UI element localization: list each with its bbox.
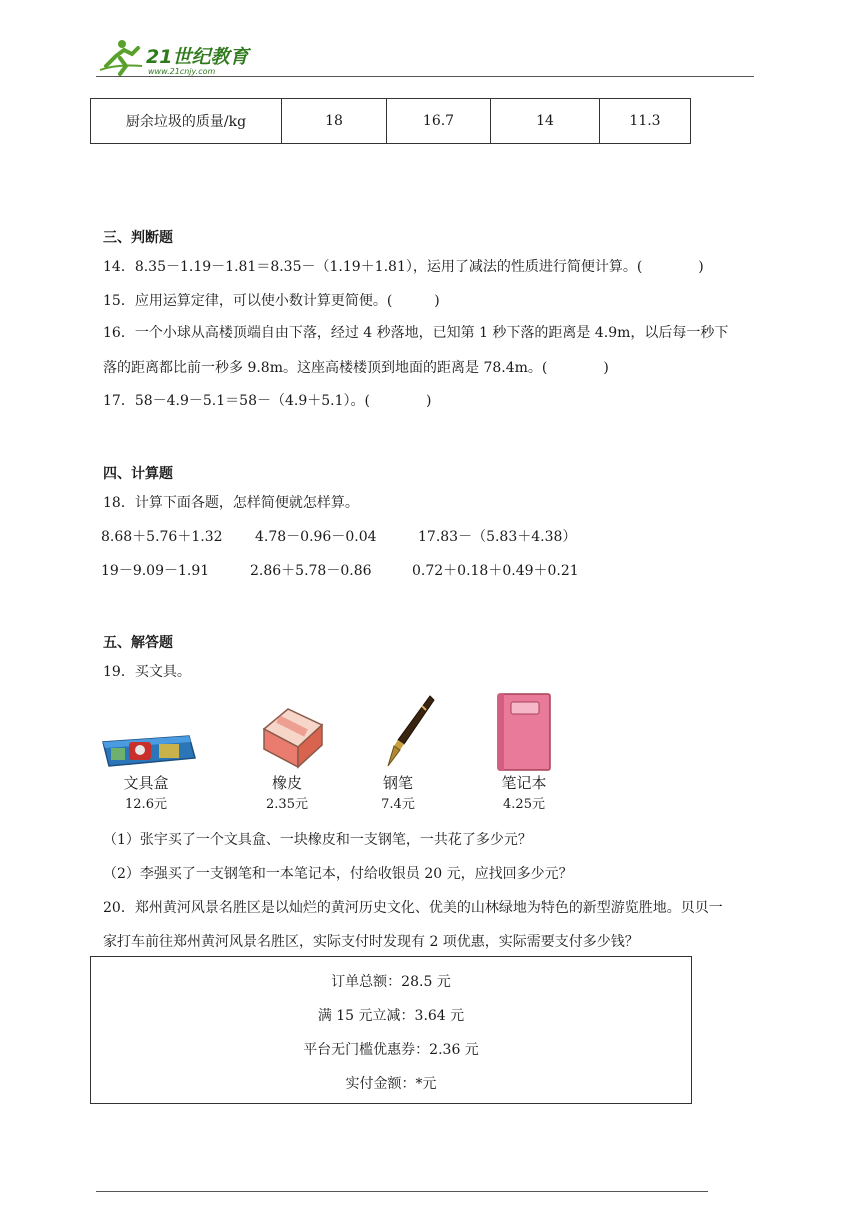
calc-expression: 17.83－（5.83＋4.38） <box>418 529 577 545</box>
runner-icon <box>100 40 142 74</box>
section-title-word-problems: 五、解答题 <box>103 635 173 651</box>
pencil-case-image <box>99 728 197 770</box>
question-19-1: （1）张宇买了一个文具盒、一块橡皮和一支钢笔，一共花了多少元？ <box>103 832 532 848</box>
question-14: 14．8.35－1.19－1.81＝8.35－（1.19＋1.81），运用了减法的性质进行简便计算。( ) <box>103 259 704 275</box>
item-name: 文具盒 <box>123 774 169 792</box>
receipt-box <box>90 956 692 1104</box>
calc-expression: 4.78－0.96－0.04 <box>255 529 377 545</box>
notebook-image <box>496 692 552 772</box>
item-name: 橡皮 <box>271 774 302 792</box>
table-cell: 16.7 <box>387 99 491 144</box>
logo-subtext: www.21cnjy.com <box>148 67 216 76</box>
eraser-image <box>258 705 326 769</box>
table-row <box>91 99 691 144</box>
table-cell: 11.3 <box>600 99 691 144</box>
item-price: 4.25元 <box>503 797 545 812</box>
calc-expression: 19－9.09－1.91 <box>101 563 210 579</box>
question-15: 15．应用运算定律，可以使小数计算更简便。( ) <box>103 293 440 309</box>
question-19-2: （2）李强买了一支钢笔和一本笔记本，付给收银员 20 元，应找回多少元？ <box>103 866 573 882</box>
table-cell: 18 <box>282 99 387 144</box>
question-17: 17．58－4.9－5.1＝58－（4.9＋5.1）。( ) <box>103 393 432 409</box>
item-name: 笔记本 <box>501 774 547 792</box>
logo-text: 21世纪教育 <box>146 46 249 68</box>
question-16-line2: 落的距离都比前一秒多 9.8m。这座高楼楼顶到地面的距离是 78.4m。( ) <box>103 360 609 376</box>
receipt-coupon: 平台无门槛优惠券：2.36 元 <box>303 1042 479 1058</box>
item-price: 2.35元 <box>266 797 308 812</box>
question-20-line2: 家打车前往郑州黄河风景名胜区，实际支付时发现有 2 项优惠，实际需要支付多少钱？ <box>103 934 639 950</box>
calc-expression: 0.72＋0.18＋0.49＋0.21 <box>412 563 579 579</box>
table-cell: 14 <box>491 99 600 144</box>
table-cell-label: 厨余垃圾的质量/kg <box>91 99 282 144</box>
fountain-pen-image <box>382 692 436 768</box>
header-divider <box>96 76 754 77</box>
question-19: 19．买文具。 <box>103 664 191 680</box>
receipt-discount: 满 15 元立减：3.64 元 <box>317 1008 465 1024</box>
section-title-calculation: 四、计算题 <box>103 466 173 482</box>
question-16-line1: 16．一个小球从高楼顶端自由下落，经过 4 秒落地，已知第 1 秒下落的距离是 4.9m，以后每一秒下 <box>103 325 729 341</box>
item-name: 钢笔 <box>382 774 413 792</box>
calc-expression: 8.68＋5.76＋1.32 <box>101 529 223 545</box>
section-title-judgement: 三、判断题 <box>103 230 173 246</box>
receipt-total: 订单总额：28.5 元 <box>331 974 451 990</box>
footer-divider <box>96 1191 708 1192</box>
item-price: 12.6元 <box>125 797 167 812</box>
calc-expression: 2.86＋5.78－0.86 <box>250 563 372 579</box>
item-price: 7.4元 <box>381 797 415 812</box>
site-logo <box>96 36 256 78</box>
receipt-paid: 实付金额：*元 <box>345 1076 437 1092</box>
question-20-line1: 20．郑州黄河风景名胜区是以灿烂的黄河历史文化、优美的山林绿地为特色的新型游览胜地。贝贝一 <box>103 900 723 916</box>
data-table <box>90 98 691 144</box>
question-18: 18．计算下面各题，怎样简便就怎样算。 <box>103 495 359 511</box>
